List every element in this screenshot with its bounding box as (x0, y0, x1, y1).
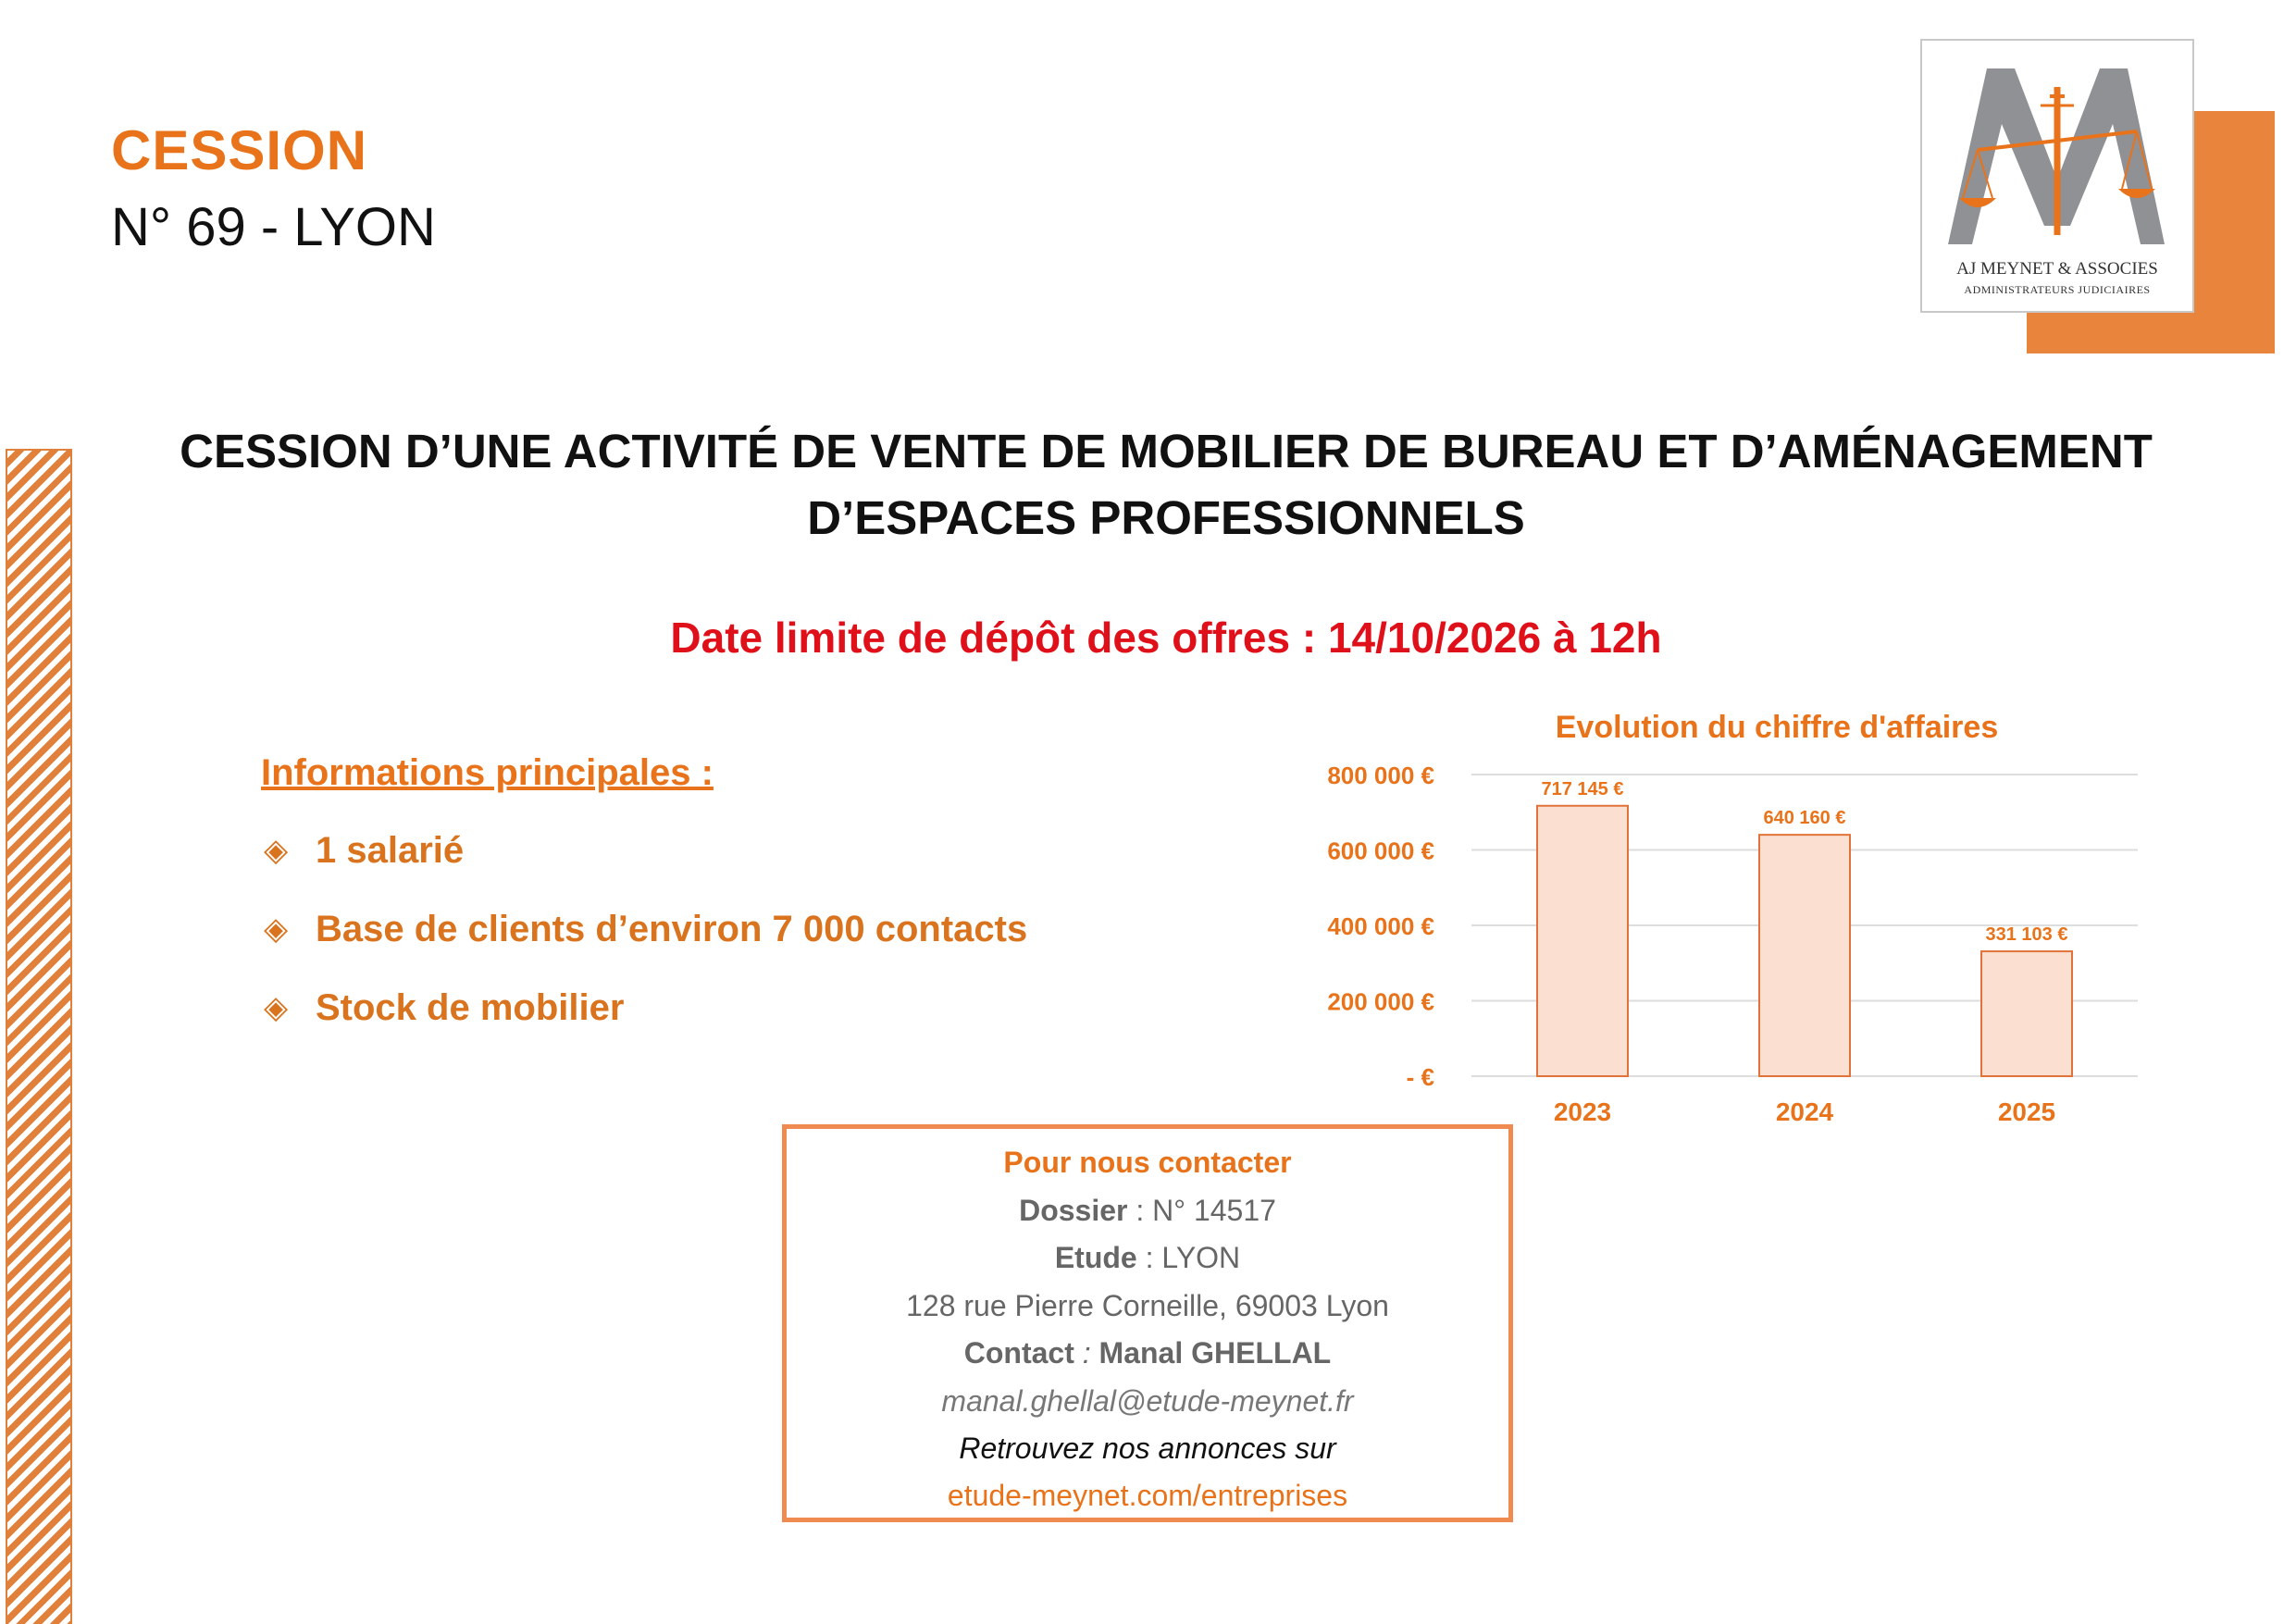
info-item-text: 1 salarié (316, 830, 465, 871)
contact-find-us: Retrouvez nos annonces sur (959, 1432, 1336, 1465)
info-item-text: Stock de mobilier (316, 987, 625, 1028)
info-item-text: Base de clients d’environ 7 000 contacts (316, 909, 1028, 949)
contact-person (787, 1336, 1508, 1370)
contact-separator: : (1074, 1336, 1099, 1370)
bar-value-label: 331 103 € (1985, 924, 2068, 946)
info-heading: Informations principales : (261, 752, 714, 793)
etude-label: Etude (1054, 1241, 1137, 1274)
main-title-line-2: D’ESPACES PROFESSIONNELS (807, 491, 1525, 544)
y-tick-label: 400 000 € (1327, 912, 1434, 940)
etude-value: : LYON (1136, 1241, 1241, 1274)
chart-bar (1537, 806, 1628, 1076)
contact-etude (787, 1241, 1508, 1275)
x-tick-label: 2025 (1997, 1097, 2056, 1126)
y-tick-label: - € (1406, 1063, 1434, 1091)
y-tick-label: 800 000 € (1327, 762, 1434, 789)
diamond-bullet-icon: ◈ (264, 990, 289, 1025)
lot-number: N° 69 - LYON (111, 197, 436, 257)
y-tick-label: 200 000 € (1327, 987, 1434, 1016)
info-item (264, 909, 1027, 950)
contact-label: Contact (963, 1336, 1074, 1370)
y-tick-label: 600 000 € (1327, 837, 1434, 865)
chart-bar (1759, 835, 1850, 1076)
logo-name: AJ MEYNET & ASSOCIES (1956, 259, 2158, 279)
main-title (120, 418, 2212, 552)
x-tick-label: 2023 (1553, 1097, 1612, 1126)
contact-dossier (787, 1194, 1508, 1228)
offer-deadline: Date limite de dépôt des offres : 14/10/2026 à 12h (670, 614, 1662, 662)
contact-heading: Pour nous contacter (1003, 1146, 1292, 1179)
revenue-chart (1296, 699, 2184, 1143)
chart-x-axis (1554, 1097, 2055, 1126)
diamond-bullet-icon: ◈ (264, 911, 289, 947)
company-logo (1920, 39, 2194, 313)
contact-website-link[interactable]: etude-meynet.com/entreprises (947, 1479, 1348, 1512)
contact-email[interactable]: manal.ghellal@etude-meynet.fr (941, 1384, 1354, 1418)
contact-address: 128 rue Pierre Corneille, 69003 Lyon (906, 1289, 1389, 1322)
dossier-value: : N° 14517 (1127, 1194, 1276, 1227)
dossier-label: Dossier (1019, 1194, 1128, 1227)
info-item (264, 987, 624, 1029)
bar-value-label: 640 160 € (1763, 808, 1846, 829)
contact-box (782, 1124, 1513, 1522)
chart-y-axis (1327, 762, 1434, 1091)
x-tick-label: 2024 (1775, 1097, 1834, 1126)
decorative-hatched-stripe (6, 449, 72, 1624)
logo-tagline: ADMINISTRATEURS JUDICIAIRES (1964, 283, 2151, 296)
chart-title: Evolution du chiffre d'affaires (1555, 710, 1999, 745)
page-category: CESSION (111, 119, 368, 181)
contact-name: Manal GHELLAL (1098, 1336, 1332, 1370)
diamond-bullet-icon: ◈ (264, 833, 289, 868)
main-title-line-1: CESSION D’UNE ACTIVITÉ DE VENTE DE MOBILIER DE BUREAU ET D’AMÉNAGEMENT (180, 425, 2153, 477)
info-item (264, 830, 464, 872)
chart-bar (1981, 951, 2072, 1076)
bar-value-label: 717 145 € (1541, 778, 1624, 800)
